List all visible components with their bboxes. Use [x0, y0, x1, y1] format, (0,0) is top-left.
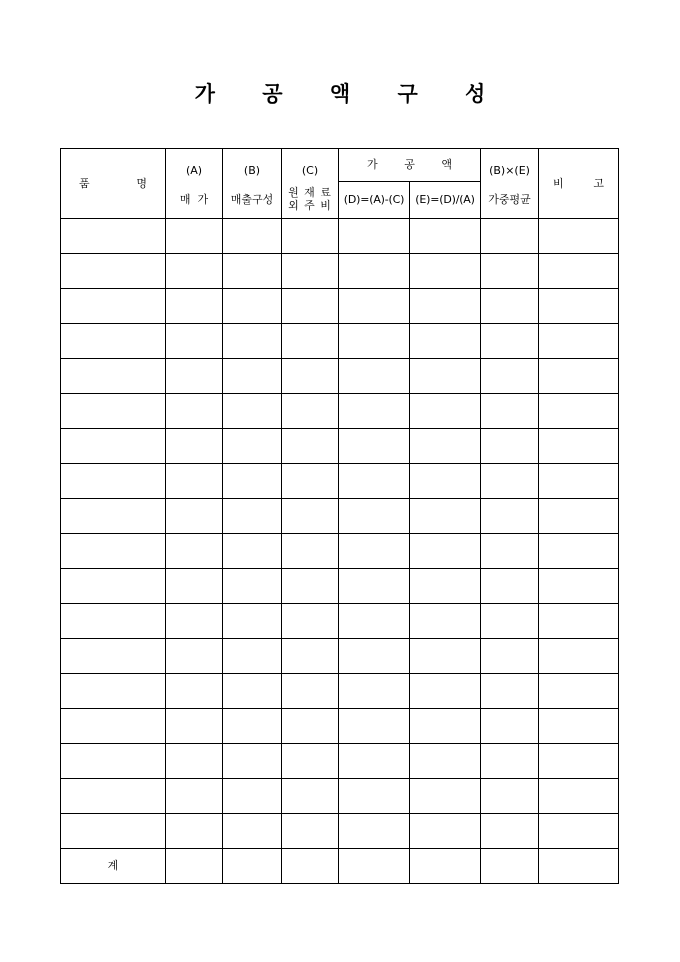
header-col-b-top: (B) [223, 149, 282, 182]
table-cell[interactable] [539, 603, 619, 638]
header-group-char-1: 가 [367, 158, 378, 172]
table-cell[interactable] [282, 568, 339, 603]
table-cell[interactable] [339, 498, 410, 533]
header-item-name-char-1: 품 [79, 176, 90, 190]
table-cell[interactable] [166, 568, 223, 603]
table-cell[interactable] [223, 708, 282, 743]
table-cell[interactable] [223, 358, 282, 393]
table-row [61, 638, 619, 673]
table-cell[interactable] [282, 848, 339, 883]
table-cell[interactable] [339, 708, 410, 743]
table-cell[interactable] [539, 848, 619, 883]
table-cell[interactable] [61, 498, 166, 533]
table-cell[interactable] [410, 463, 481, 498]
table-cell[interactable] [61, 673, 166, 708]
header-col-c-line-2: 외 주 비 [288, 199, 332, 213]
table-cell[interactable] [166, 638, 223, 673]
table-row [61, 393, 619, 428]
table-cell[interactable] [282, 498, 339, 533]
table-cell[interactable] [61, 428, 166, 463]
header-col-be-top: (B)×(E) [481, 149, 539, 182]
table-cell[interactable] [481, 568, 539, 603]
table-cell[interactable] [539, 428, 619, 463]
table-cell[interactable] [410, 568, 481, 603]
table-cell[interactable] [166, 288, 223, 323]
table-cell[interactable] [410, 603, 481, 638]
table-cell[interactable] [282, 288, 339, 323]
table-cell[interactable] [223, 533, 282, 568]
table-cell[interactable] [410, 673, 481, 708]
table-cell[interactable] [282, 218, 339, 253]
table-cell[interactable] [223, 638, 282, 673]
table-cell[interactable] [166, 778, 223, 813]
processing-amount-table [60, 148, 619, 884]
table-cell[interactable] [223, 288, 282, 323]
table-cell[interactable] [282, 358, 339, 393]
table-cell[interactable] [166, 253, 223, 288]
table-row [61, 288, 619, 323]
table-cell[interactable] [166, 533, 223, 568]
header-col-b-bottom: 매출구성 [223, 181, 282, 218]
table-cell[interactable] [410, 638, 481, 673]
header-group-char-3: 액 [441, 158, 453, 172]
table-cell[interactable] [61, 743, 166, 778]
header-col-c-top: (C) [282, 149, 339, 182]
table-cell[interactable] [481, 673, 539, 708]
table-cell[interactable] [282, 428, 339, 463]
table-cell[interactable] [61, 253, 166, 288]
table-cell[interactable] [339, 288, 410, 323]
header-col-a-top: (A) [166, 149, 223, 182]
table-cell[interactable] [539, 393, 619, 428]
table-cell[interactable] [410, 428, 481, 463]
table-cell[interactable] [410, 288, 481, 323]
table-cell[interactable] [339, 638, 410, 673]
table-cell[interactable] [339, 358, 410, 393]
total-label: 계 [61, 848, 166, 883]
table-cell[interactable] [339, 603, 410, 638]
table-cell[interactable] [539, 288, 619, 323]
table-row [61, 813, 619, 848]
table-cell[interactable] [282, 463, 339, 498]
table-cell[interactable] [282, 813, 339, 848]
table-cell[interactable] [223, 568, 282, 603]
table-cell[interactable] [61, 533, 166, 568]
table-cell[interactable] [481, 393, 539, 428]
table-cell[interactable] [223, 778, 282, 813]
table-cell[interactable] [282, 323, 339, 358]
table-cell[interactable] [339, 848, 410, 883]
table-cell[interactable] [166, 358, 223, 393]
table-cell[interactable] [166, 673, 223, 708]
table-cell[interactable] [410, 848, 481, 883]
header-col-c-bottom [282, 181, 339, 218]
table-cell[interactable] [166, 498, 223, 533]
table-cell[interactable] [410, 323, 481, 358]
table-cell[interactable] [223, 673, 282, 708]
table-cell[interactable] [339, 813, 410, 848]
table-cell[interactable] [61, 218, 166, 253]
table-row [61, 708, 619, 743]
table-cell[interactable] [539, 533, 619, 568]
table-row [61, 463, 619, 498]
header-col-e: (E)=(D)/(A) [410, 181, 481, 218]
table-row [61, 323, 619, 358]
table-cell[interactable] [282, 743, 339, 778]
table-cell[interactable] [539, 498, 619, 533]
table-cell[interactable] [166, 218, 223, 253]
table-cell[interactable] [481, 358, 539, 393]
table-cell[interactable] [410, 358, 481, 393]
table-row [61, 533, 619, 568]
table-cell[interactable] [339, 533, 410, 568]
table-cell[interactable] [282, 533, 339, 568]
table-cell[interactable] [339, 778, 410, 813]
table-row [61, 498, 619, 533]
table-cell[interactable] [539, 813, 619, 848]
table-cell[interactable] [481, 603, 539, 638]
table-cell[interactable] [61, 358, 166, 393]
table-cell[interactable] [539, 708, 619, 743]
table-cell[interactable] [223, 813, 282, 848]
table-cell[interactable] [166, 393, 223, 428]
table-cell[interactable] [61, 288, 166, 323]
header-col-d: (D)=(A)-(C) [339, 181, 410, 218]
table-row [61, 778, 619, 813]
table-cell[interactable] [282, 708, 339, 743]
table-cell[interactable] [223, 218, 282, 253]
table-cell[interactable] [481, 778, 539, 813]
table-cell[interactable] [339, 428, 410, 463]
table-cell[interactable] [481, 708, 539, 743]
table-cell[interactable] [339, 673, 410, 708]
table-cell[interactable] [539, 463, 619, 498]
table-row [61, 568, 619, 603]
table-cell[interactable] [539, 323, 619, 358]
table-body [61, 218, 619, 883]
table-cell[interactable] [223, 743, 282, 778]
table-cell[interactable] [223, 848, 282, 883]
table-cell[interactable] [481, 463, 539, 498]
table-cell[interactable] [61, 568, 166, 603]
table-cell[interactable] [166, 708, 223, 743]
table-cell[interactable] [539, 743, 619, 778]
table-cell[interactable] [410, 393, 481, 428]
header-processing-amount-group [339, 149, 481, 182]
table-cell[interactable] [410, 498, 481, 533]
table-row [61, 673, 619, 708]
table-cell[interactable] [223, 498, 282, 533]
header-col-c-line-1: 원 재 료 [288, 186, 332, 200]
table-cell[interactable] [61, 603, 166, 638]
table-cell[interactable] [282, 603, 339, 638]
table-cell[interactable] [481, 743, 539, 778]
table-cell[interactable] [481, 428, 539, 463]
header-remarks-char-1: 비 [553, 176, 564, 190]
table-cell[interactable] [339, 323, 410, 358]
table-cell[interactable] [539, 673, 619, 708]
table-cell[interactable] [410, 743, 481, 778]
table-row [61, 253, 619, 288]
table-cell[interactable] [61, 708, 166, 743]
table-cell[interactable] [61, 638, 166, 673]
table-cell[interactable] [410, 253, 481, 288]
table-cell[interactable] [166, 743, 223, 778]
table-row [61, 428, 619, 463]
header-group-char-2: 공 [404, 158, 415, 172]
table-cell[interactable] [539, 778, 619, 813]
table-cell[interactable] [61, 778, 166, 813]
header-col-be-bottom: 가중평균 [481, 181, 539, 218]
table-cell[interactable] [61, 463, 166, 498]
table-cell[interactable] [410, 708, 481, 743]
table-cell[interactable] [539, 358, 619, 393]
table-cell[interactable] [481, 218, 539, 253]
table-cell[interactable] [282, 673, 339, 708]
table-cell[interactable] [481, 848, 539, 883]
table-row [61, 358, 619, 393]
table-cell[interactable] [481, 638, 539, 673]
table-cell[interactable] [61, 393, 166, 428]
table-cell[interactable] [223, 603, 282, 638]
table-cell[interactable] [410, 778, 481, 813]
table-cell[interactable] [166, 848, 223, 883]
table-cell[interactable] [223, 323, 282, 358]
table-cell[interactable] [339, 568, 410, 603]
header-remarks-char-2: 고 [593, 176, 605, 190]
table-cell[interactable] [339, 253, 410, 288]
table-cell[interactable] [223, 463, 282, 498]
table-row [61, 218, 619, 253]
table-cell[interactable] [539, 253, 619, 288]
table-cell[interactable] [481, 813, 539, 848]
table-cell[interactable] [166, 428, 223, 463]
table-cell[interactable] [481, 323, 539, 358]
table-cell[interactable] [61, 813, 166, 848]
header-item-name [61, 149, 166, 219]
header-remarks [539, 149, 619, 219]
table-cell[interactable] [539, 568, 619, 603]
total-row [61, 848, 619, 883]
table-cell[interactable] [223, 428, 282, 463]
table-cell[interactable] [410, 218, 481, 253]
table-cell[interactable] [223, 393, 282, 428]
table-cell[interactable] [282, 393, 339, 428]
table-cell[interactable] [339, 743, 410, 778]
table-cell[interactable] [166, 603, 223, 638]
table-cell[interactable] [339, 218, 410, 253]
table-cell[interactable] [539, 218, 619, 253]
table-row [61, 743, 619, 778]
table-cell[interactable] [166, 323, 223, 358]
table-cell[interactable] [410, 813, 481, 848]
table-row [61, 603, 619, 638]
table-cell[interactable] [166, 813, 223, 848]
table-cell[interactable] [339, 463, 410, 498]
table-cell[interactable] [481, 288, 539, 323]
table-cell[interactable] [166, 463, 223, 498]
table-cell[interactable] [539, 638, 619, 673]
header-item-name-char-2: 명 [136, 176, 147, 190]
table-cell[interactable] [481, 533, 539, 568]
table-cell[interactable] [481, 498, 539, 533]
table-cell[interactable] [339, 393, 410, 428]
table-cell[interactable] [61, 323, 166, 358]
header-col-a-bottom: 매 가 [166, 181, 223, 218]
table-cell[interactable] [282, 778, 339, 813]
page-title: 가 공 액 구 성 [194, 81, 506, 106]
table-cell[interactable] [481, 253, 539, 288]
table-cell[interactable] [282, 638, 339, 673]
table-cell[interactable] [223, 253, 282, 288]
table-cell[interactable] [282, 253, 339, 288]
table-cell[interactable] [410, 533, 481, 568]
